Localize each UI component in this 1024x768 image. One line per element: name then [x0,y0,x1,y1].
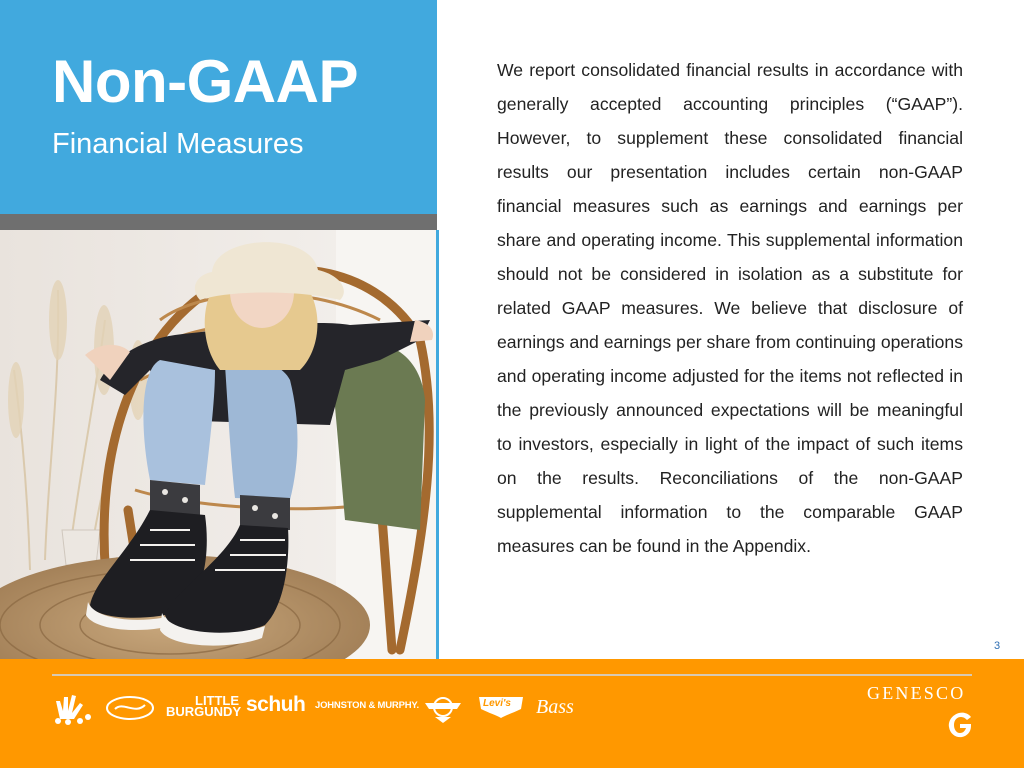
footer-band [0,659,1024,768]
slide-subtitle: Financial Measures [52,128,304,160]
genesco-wordmark: GENESCO [867,683,966,703]
body-paragraph: We report consolidated financial results in accordance with generally accepted accounting principles (“GAAP”). However, to supplement these consolidated financial results our presentation includes certain non-GAAP financial measures such as earnings and earnings per share and operating income. This supplemental information should not be considered in isolation as a substitute for related GAAP measures. We believe that disclosure of earnings and earnings per share from continuing operations and operating income adjusted for the items not reflected in the previously announced expectations will be meaningful to investors, especially in light of the impact of such items on the results. Reconciliations of the non-GAAP supplemental information to the comparable GAAP measures can be found in the Appendix. [497,60,963,556]
schuh-logo: schuh [246,693,306,716]
little-burgundy-logo [166,695,241,717]
journeys-kidz-logo [50,689,92,725]
accent-bar [0,214,437,230]
genesco-g-icon [947,711,974,739]
hero-photo [0,230,437,659]
levis-logo [478,695,524,719]
dockers-logo [421,689,465,725]
little-burgundy-line2: BURGUNDY [166,704,242,719]
footer-rule [52,674,972,676]
johnston-murphy-logo: JOHNSTON & MURPHY. [315,700,419,711]
levis-text: Levi's [483,698,511,709]
photo-divider [436,230,439,660]
slide-title: Non-GAAP [52,48,358,115]
journeys-logo [105,695,155,721]
page-number: 3 [994,640,1001,652]
title-panel [0,0,437,214]
bass-logo: Bass [536,696,574,718]
little-burgundy-line1: LITTLE [195,693,240,708]
